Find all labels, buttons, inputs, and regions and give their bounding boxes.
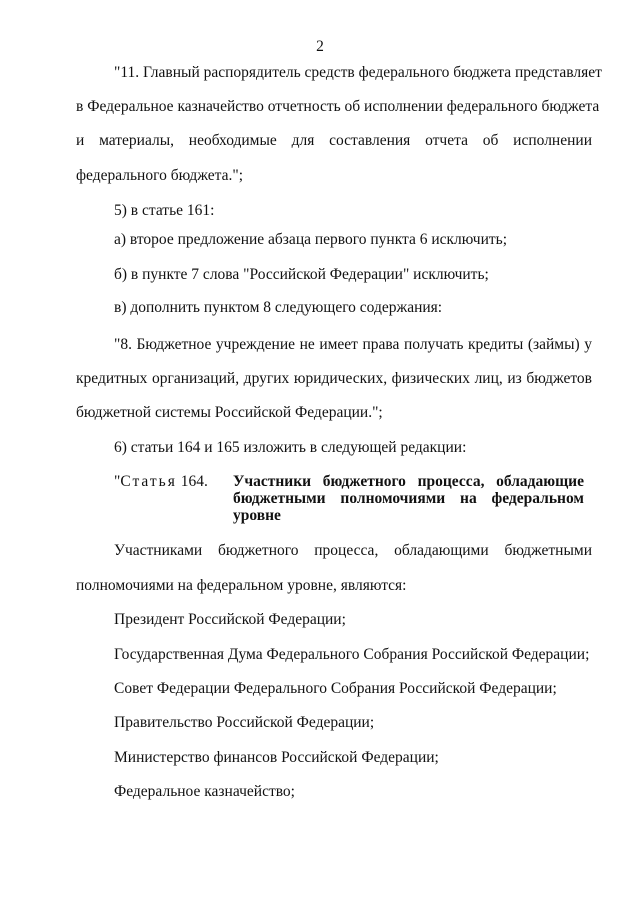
participant-government: Правительство Российской Федерации; <box>114 714 375 731</box>
participant-president: Президент Российской Федерации; <box>114 611 346 628</box>
participant-ministry-of-finance: Министерство финансов Российской Федерации; <box>114 749 439 766</box>
article-title-line-3: уровне <box>233 507 281 524</box>
participants-intro-line-1: Участниками бюджетного процесса, обладающими бюджетными <box>114 542 592 559</box>
article-word: Статья <box>120 473 177 490</box>
article-164-label <box>114 473 208 491</box>
article-title-line-1: Участники бюджетного процесса, обладающие <box>233 473 584 490</box>
item-6: 6) статьи 164 и 165 изложить в следующей редакции: <box>114 439 467 456</box>
article-164-title <box>233 473 584 524</box>
page-number: 2 <box>316 38 324 55</box>
paragraph-11-line-3: и материалы, необходимые для составления отчета об исполнении <box>76 132 592 149</box>
participant-federal-treasury: Федеральное казначейство; <box>114 783 295 800</box>
article-title-line-2: бюджетными полномочиями на федеральном <box>233 490 584 507</box>
paragraph-11-line-4: федерального бюджета."; <box>76 167 243 184</box>
article-quote: " <box>114 473 121 490</box>
participant-federation-council: Совет Федерации Федерального Собрания Российской Федерации; <box>114 680 557 697</box>
item-5c: в) дополнить пунктом 8 следующего содержания: <box>114 299 443 316</box>
paragraph-8-line-3: бюджетной системы Российской Федерации."; <box>76 404 383 421</box>
item-5: 5) в статье 161: <box>114 202 215 219</box>
paragraph-11-line-2: в Федеральное казначейство отчетность об исполнении федерального бюджета <box>76 98 600 115</box>
participants-intro-line-2: полномочиями на федеральном уровне, являются: <box>76 577 407 594</box>
item-5b: б) в пункте 7 слова "Российской Федерации" исключить; <box>114 266 489 283</box>
paragraph-11-line-1: "11. Главный распорядитель средств федерального бюджета представляет <box>114 64 602 81</box>
item-5a: а) второе предложение абзаца первого пункта 6 исключить; <box>114 231 508 248</box>
paragraph-8-line-2: кредитных организаций, других юридических, физических лиц, из бюджетов <box>76 370 592 387</box>
participant-state-duma: Государственная Дума Федерального Собрания Российской Федерации; <box>114 646 590 663</box>
article-number: 164. <box>176 473 208 490</box>
paragraph-8-line-1: "8. Бюджетное учреждение не имеет права получать кредиты (займы) у <box>114 336 592 353</box>
